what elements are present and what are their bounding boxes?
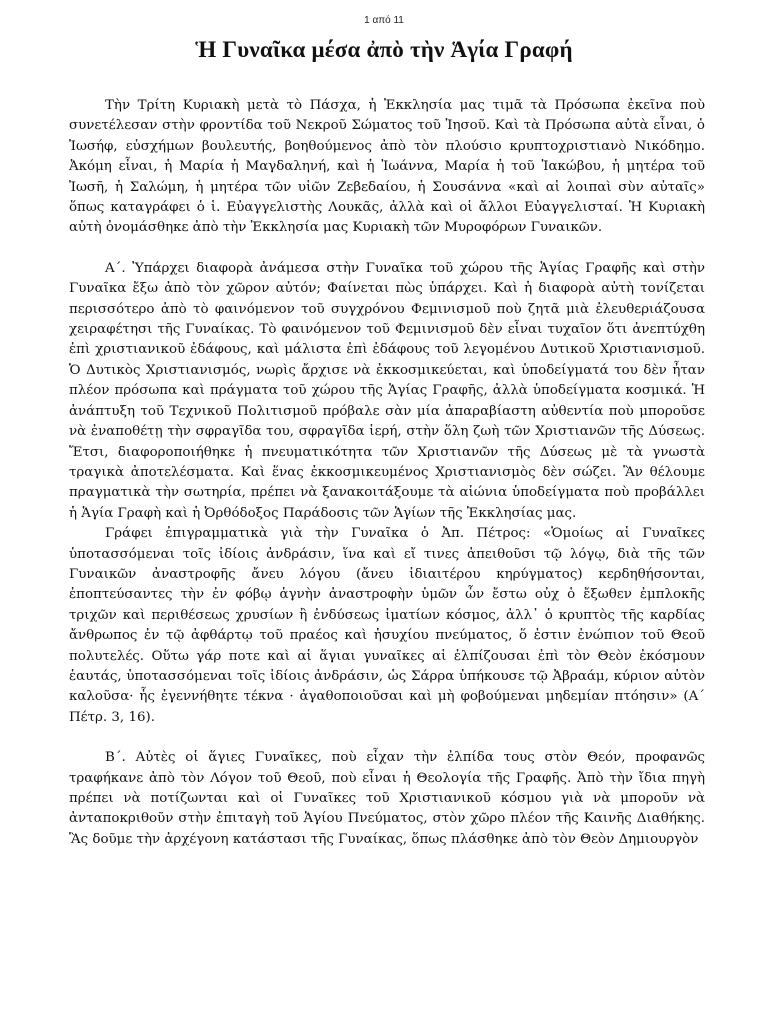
paragraph-intro: Τὴν Τρίτη Κυριακὴ μετὰ τὸ Πάσχα, ἡ Ἐκκλησία μας τιμᾶ τὰ Πρόσωπα ἐκεῖνα ποὺ συνετέλεσαν στὴν φροντίδα τοῦ Νεκροῦ Σώματος τοῦ Ἰησοῦ. Καὶ τὰ Πρόσωπα αὐτὰ εἶναι, ὁ Ἰωσήφ, εὐσχήμων βουλευτής, βοηθούμενος ἀπὸ τὸν πλούσιο κρυπτοχριστιανὸ Νικόδημο. Ἀκόμη εἶναι, ἡ Μαρία ἡ Μαγδαληνή, καὶ ἡ Ἰωάννα, Μαρία ἡ τοῦ Ἰακώβου, ἡ μητέρα τοῦ Ἰωσῆ, ἡ Σαλώμη, ἡ μητέρα τῶν υἱῶν Ζεβεδαίου, ἡ Σουσάννα «καὶ αἱ λοιπαὶ σὺν αὐταῖς» ὅπως καταγράφει ὁ ἱ. Εὐαγγελιστὴς Λουκᾶς, ἀλλὰ καὶ οἱ ἄλλοι Εὐαγγελισταί. Ἡ Κυριακὴ αὐτὴ ὀνομάσθηκε ἀπὸ τὴν Ἐκκλησία μας Κυριακὴ τῶν Μυροφόρων Γυναικῶν. (69, 98, 705, 236)
paragraph-section-a: Α΄. Ὑπάρχει διαφορὰ ἀνάμεσα στὴν Γυναῖκα τοῦ χώρου τῆς Ἁγίας Γραφῆς καὶ στὴν Γυναῖκα ἔξω ἀπὸ τὸν χῶρον αὐτόν; Φαίνεται πὼς ὑπάρχει. Καὶ ἡ διαφορὰ αὐτὴ τονίζεται περισσότερο ἀπὸ τὸ φαινόμενον τοῦ συγχρόνου Φεμινισμοῦ ποὺ ζητᾶ μιὰ ἐλευθεριάζουσα χειραφέτησι τῆς Γυναίκας. Τὸ φαινόμενον τοῦ Φεμινισμοῦ δὲν εἶναι τυχαῖον ὅτι ἀνεπτύχθη ἐπὶ χριστιανικοῦ ἐδάφους, καὶ μάλιστα ἐπὶ ἐδάφους τοῦ λεγομένου Δυτικοῦ Χριστιανισμοῦ. Ὁ Δυτικὸς Χριστιανισμός, νωρὶς ἄρχισε νὰ ἐκκοσμικεύεται, καὶ ὑποδείγματά του δὲν ἦταν πλέον πρόσωπα καὶ πράγματα τοῦ χώρου τῆς Ἁγίας Γραφῆς, ἀλλὰ ὑποδείγματα κοσμικά. Ἡ ἀνάπτυξη τοῦ Τεχνικοῦ Πολιτισμοῦ πρόβαλε σὰν μία ἀπαραβίαστη αὐθεντία ποὺ μποροῦσε νὰ ἐναποθέτῃ τὴν σφραγῖδα του, σφραγῖδα ἱερή, στὴν ὅλη ζωὴ τῶν Χριστιανῶν τῆς Δύσεως. Ἔτσι, διαφοροποιήθηκε ἡ πνευματικότητα τῶν Χριστιανῶν τῆς Δύσεως μὲ τὰ γνωστὰ τραγικὰ ἀποτελέσματα. Καὶ ἕνας ἐκκοσμικευμένος Χριστιανισμὸς δὲν σώζει. Ἂν θέλουμε πραγματικὰ τὴν σωτηρία, πρέπει νὰ ξανακοιτάξουμε τὰ αἰώνια ὑποδείγματα ποὺ προβάλλει ἡ Ἁγία Γραφὴ καὶ ἡ Ὀρθόδοξος Παράδοσις τῶν Ἁγίων τῆς Ἐκκλησίας μας. (69, 260, 705, 521)
document-title: Ἡ Γυναῖκα μέσα ἀπὸ τὴν Ἁγία Γραφή (195, 37, 573, 62)
paragraph-peter-quote: Γράφει ἐπιγραμματικὰ γιὰ τὴν Γυναῖκα ὁ Ἀπ. Πέτρος: «Ὁμοίως αἱ Γυναῖκες ὑποτασσόμεναι τοῖς ἰδίοις ἀνδράσιν, ἵνα καὶ εἴ τινες ἀπειθοῦσι τῷ λόγῳ, διὰ τῆς τῶν Γυναικῶν ἀναστροφῆς ἄνευ λόγου (ἄνευ ἰδιαιτέρου κηρύγματος) κερδηθήσονται, ἐποπτεύσαντες τὴν ἐν φόβῳ ἁγνὴν ἀναστροφὴν ὑμῶν ὧν ἔστω οὐχ ὁ ἔξωθεν ἐμπλοκῆς τριχῶν καὶ περιθέσεως χρυσίων ἢ ἐνδύσεως ἱματίων κόσμος, ἀλλ᾽ ὁ κρυπτὸς τῆς καρδίας ἄνθρωπος ἐν τῷ ἀφθάρτῳ τοῦ πραέος καὶ ἡσυχίου πνεύματος, ὅ ἐστιν ἐνώπιον τοῦ Θεοῦ πολυτελές. Οὕτω γάρ ποτε καὶ αἱ ἅγιαι γυναῖκες αἱ ἐλπίζουσαι ἐπὶ τὸν Θεὸν ἐκόσμουν ἑαυτάς, ὑποτασσόμεναι τοῖς ἰδίοις ἀνδράσιν, ὡς Σάρρα ὑπήκουσε τῷ Ἀβραάμ, κύριον αὐτὸν καλοῦσα· ἧς ἐγεννήθητε τέκνα · ἀγαθοποιοῦσαι καὶ μὴ φοβούμεναι μηδεμίαν πτόησιν» (Α΄ Πέτρ. 3, 16). (69, 526, 705, 725)
page-number: 1 από 11 (364, 15, 404, 26)
document-body (69, 96, 705, 850)
paragraph-section-b: Β΄. Αὐτὲς οἱ ἅγιες Γυναῖκες, ποὺ εἶχαν τὴν ἐλπίδα τους στὸν Θεόν, προφανῶς τραφήκανε ἀπὸ τὸν Λόγον τοῦ Θεοῦ, ποὺ εἶναι ἡ Θεολογία τῆς Γραφῆς. Ἀπὸ τὴν ἴδια πηγὴ πρέπει νὰ ποτίζωνται καὶ οἱ Γυναῖκες τοῦ Χριστιανικοῦ κόσμου γιὰ νὰ μποροῦν νὰ ἀνταποκριθοῦν στὴν ἐπιταγὴ τοῦ Ἁγίου Πνεύματος, στὸν χῶρο πλέον τῆς Καινῆς Διαθήκης. Ἂς δοῦμε τὴν ἀρχέγονη κατάστασι τῆς Γυναίκας, ὅπως πλάσθηκε ἀπὸ τὸν Θεὸν Δημιουργὸν (69, 750, 705, 847)
